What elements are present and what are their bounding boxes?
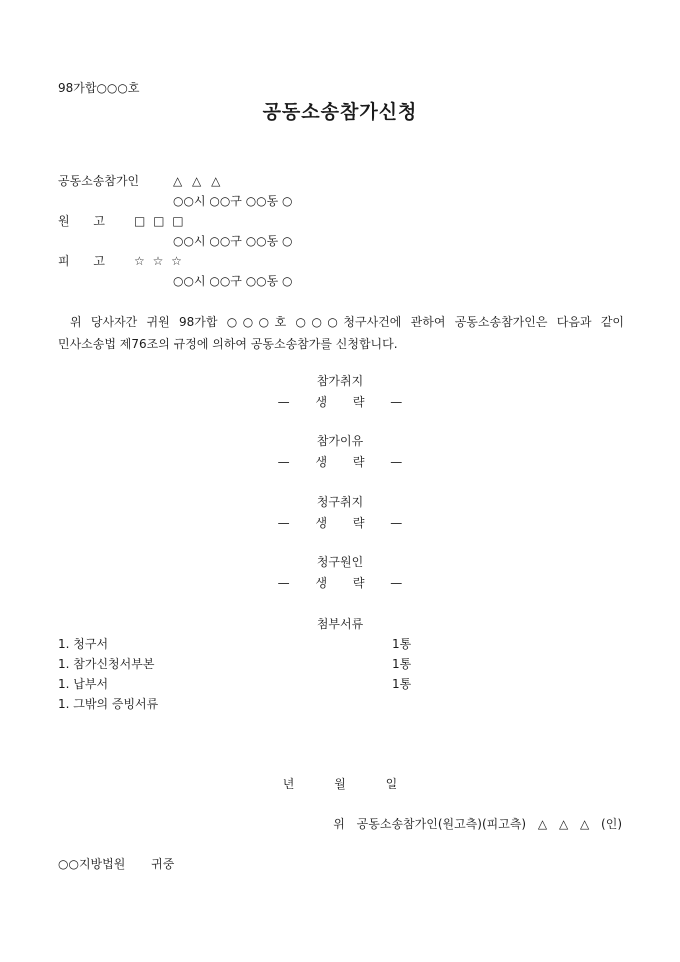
plaintiff-name: □ □ □ [134, 214, 184, 228]
date-line: 년 월 일 [282, 777, 398, 791]
section-heading: 청구원인 [316, 555, 364, 569]
defendant-address: ○○시 ○○구 ○○동 ○ [173, 274, 293, 288]
attachment-item: 1. 납부서 [58, 677, 109, 691]
section-heading: 청구취지 [316, 495, 364, 509]
section-content: — 생 략 — [277, 455, 403, 469]
case-number: 98가합○○○호 [58, 81, 140, 95]
intervenor-name: △ △ △ [173, 174, 221, 188]
attachments-heading: 첨부서류 [316, 617, 364, 631]
section-heading: 참가취지 [316, 374, 364, 388]
section-content: — 생 략 — [277, 516, 403, 530]
attachment-qty: 1통 [392, 657, 412, 671]
defendant-name: ☆ ☆ ☆ [134, 254, 182, 268]
defendant-role: 피 고 [58, 254, 105, 268]
intervenor-address: ○○시 ○○구 ○○동 ○ [173, 194, 293, 208]
attachment-qty: 1통 [392, 637, 412, 651]
section-heading: 참가이유 [316, 434, 364, 448]
signature-line: 위 공동소송참가인(원고측)(피고측) △ △ △ (인) [333, 817, 622, 831]
attachment-item: 1. 그밖의 증빙서류 [58, 697, 159, 711]
attachment-item: 1. 청구서 [58, 637, 109, 651]
section-content: — 생 략 — [277, 395, 403, 409]
intervenor-role: 공동소송참가인 [58, 174, 140, 188]
court-addressee: ○○지방법원 귀중 [58, 857, 175, 871]
attachment-item: 1. 참가신청서부본 [58, 657, 155, 671]
plaintiff-role: 원 고 [58, 214, 105, 228]
body-line-1: 위 당사자간 귀원 98가합 ○○○호 ○○○청구사건에 관하여 공동소송참가인은 다음과 같이 [70, 315, 624, 329]
attachment-qty: 1통 [392, 677, 412, 691]
document-title: 공동소송참가신청 [262, 101, 418, 123]
body-paragraph [58, 311, 624, 355]
section-content: — 생 략 — [277, 576, 403, 590]
plaintiff-address: ○○시 ○○구 ○○동 ○ [173, 234, 293, 248]
body-line-2: 민사소송법 제76조의 규정에 의하여 공동소송참가를 신청합니다. [58, 337, 398, 351]
